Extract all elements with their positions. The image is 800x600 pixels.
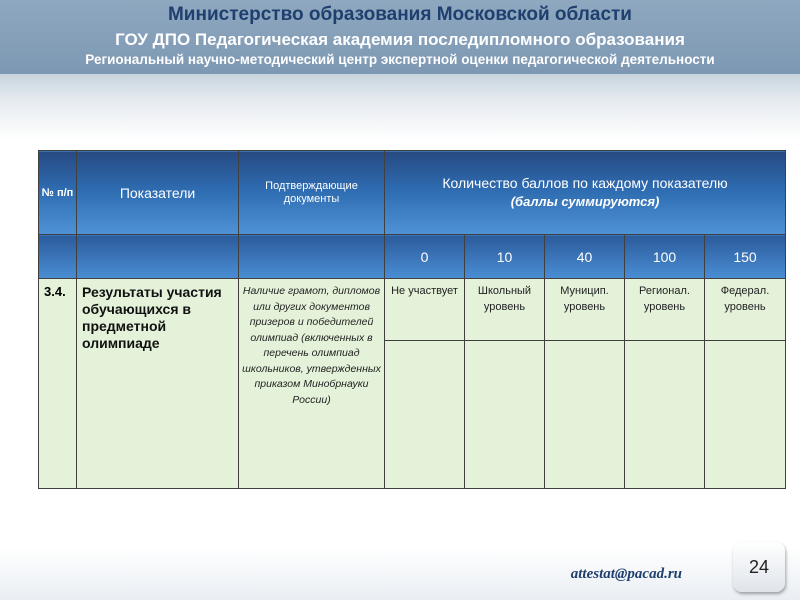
empty-score-cell (625, 341, 705, 489)
score-row-blank (239, 235, 385, 279)
ministry-title: Министерство образования Московской области (167, 4, 632, 25)
score-value-0: 0 (385, 235, 465, 279)
score-value-40: 40 (545, 235, 625, 279)
contact-email[interactable]: attestat@pacad.ru (570, 566, 682, 582)
page-number-badge: 24 (733, 542, 785, 592)
level-cell-school: Школьный уровень (465, 279, 545, 341)
col-header-score-count (385, 151, 786, 235)
score-count-label: Количество баллов по каждому показателю (442, 175, 728, 191)
score-row-blank (39, 235, 77, 279)
score-count-note: (баллы суммируются) (510, 194, 660, 209)
col-header-number: № п/п (39, 151, 77, 235)
row-number: 3.4. (39, 279, 77, 489)
row-indicator: Результаты участия обучающихся в предметной олимпиаде (77, 279, 239, 489)
scoring-table (38, 150, 786, 489)
level-cell-regional: Регионал. уровень (625, 279, 705, 341)
header-band (0, 74, 800, 120)
empty-score-cell (385, 341, 465, 489)
col-header-documents: Подтверждающие документы (239, 151, 385, 235)
empty-score-cell (465, 341, 545, 489)
level-cell-municipal: Муницип. уровень (545, 279, 625, 341)
empty-score-cell (545, 341, 625, 489)
col-header-indicators: Показатели (77, 151, 239, 235)
level-cell-none: Не участвует (385, 279, 465, 341)
row-documents: Наличие грамот, дипломов или других документов призеров и победителей олимпиад (включенных в перечень олимпиад школьников, утвержденных приказом Минобрнауки России) (239, 279, 385, 489)
center-title: Региональный научно-методический центр экспертной оценки педагогической деятельности (85, 52, 715, 67)
score-row-blank (77, 235, 239, 279)
empty-score-cell (705, 341, 786, 489)
academy-title: ГОУ ДПО Педагогическая академия последипломного образования (115, 30, 685, 49)
slide-header (0, 0, 800, 74)
header-band-fade (0, 120, 800, 140)
score-value-10: 10 (465, 235, 545, 279)
score-value-100: 100 (625, 235, 705, 279)
level-cell-federal: Федерал. уровень (705, 279, 786, 341)
score-value-150: 150 (705, 235, 786, 279)
